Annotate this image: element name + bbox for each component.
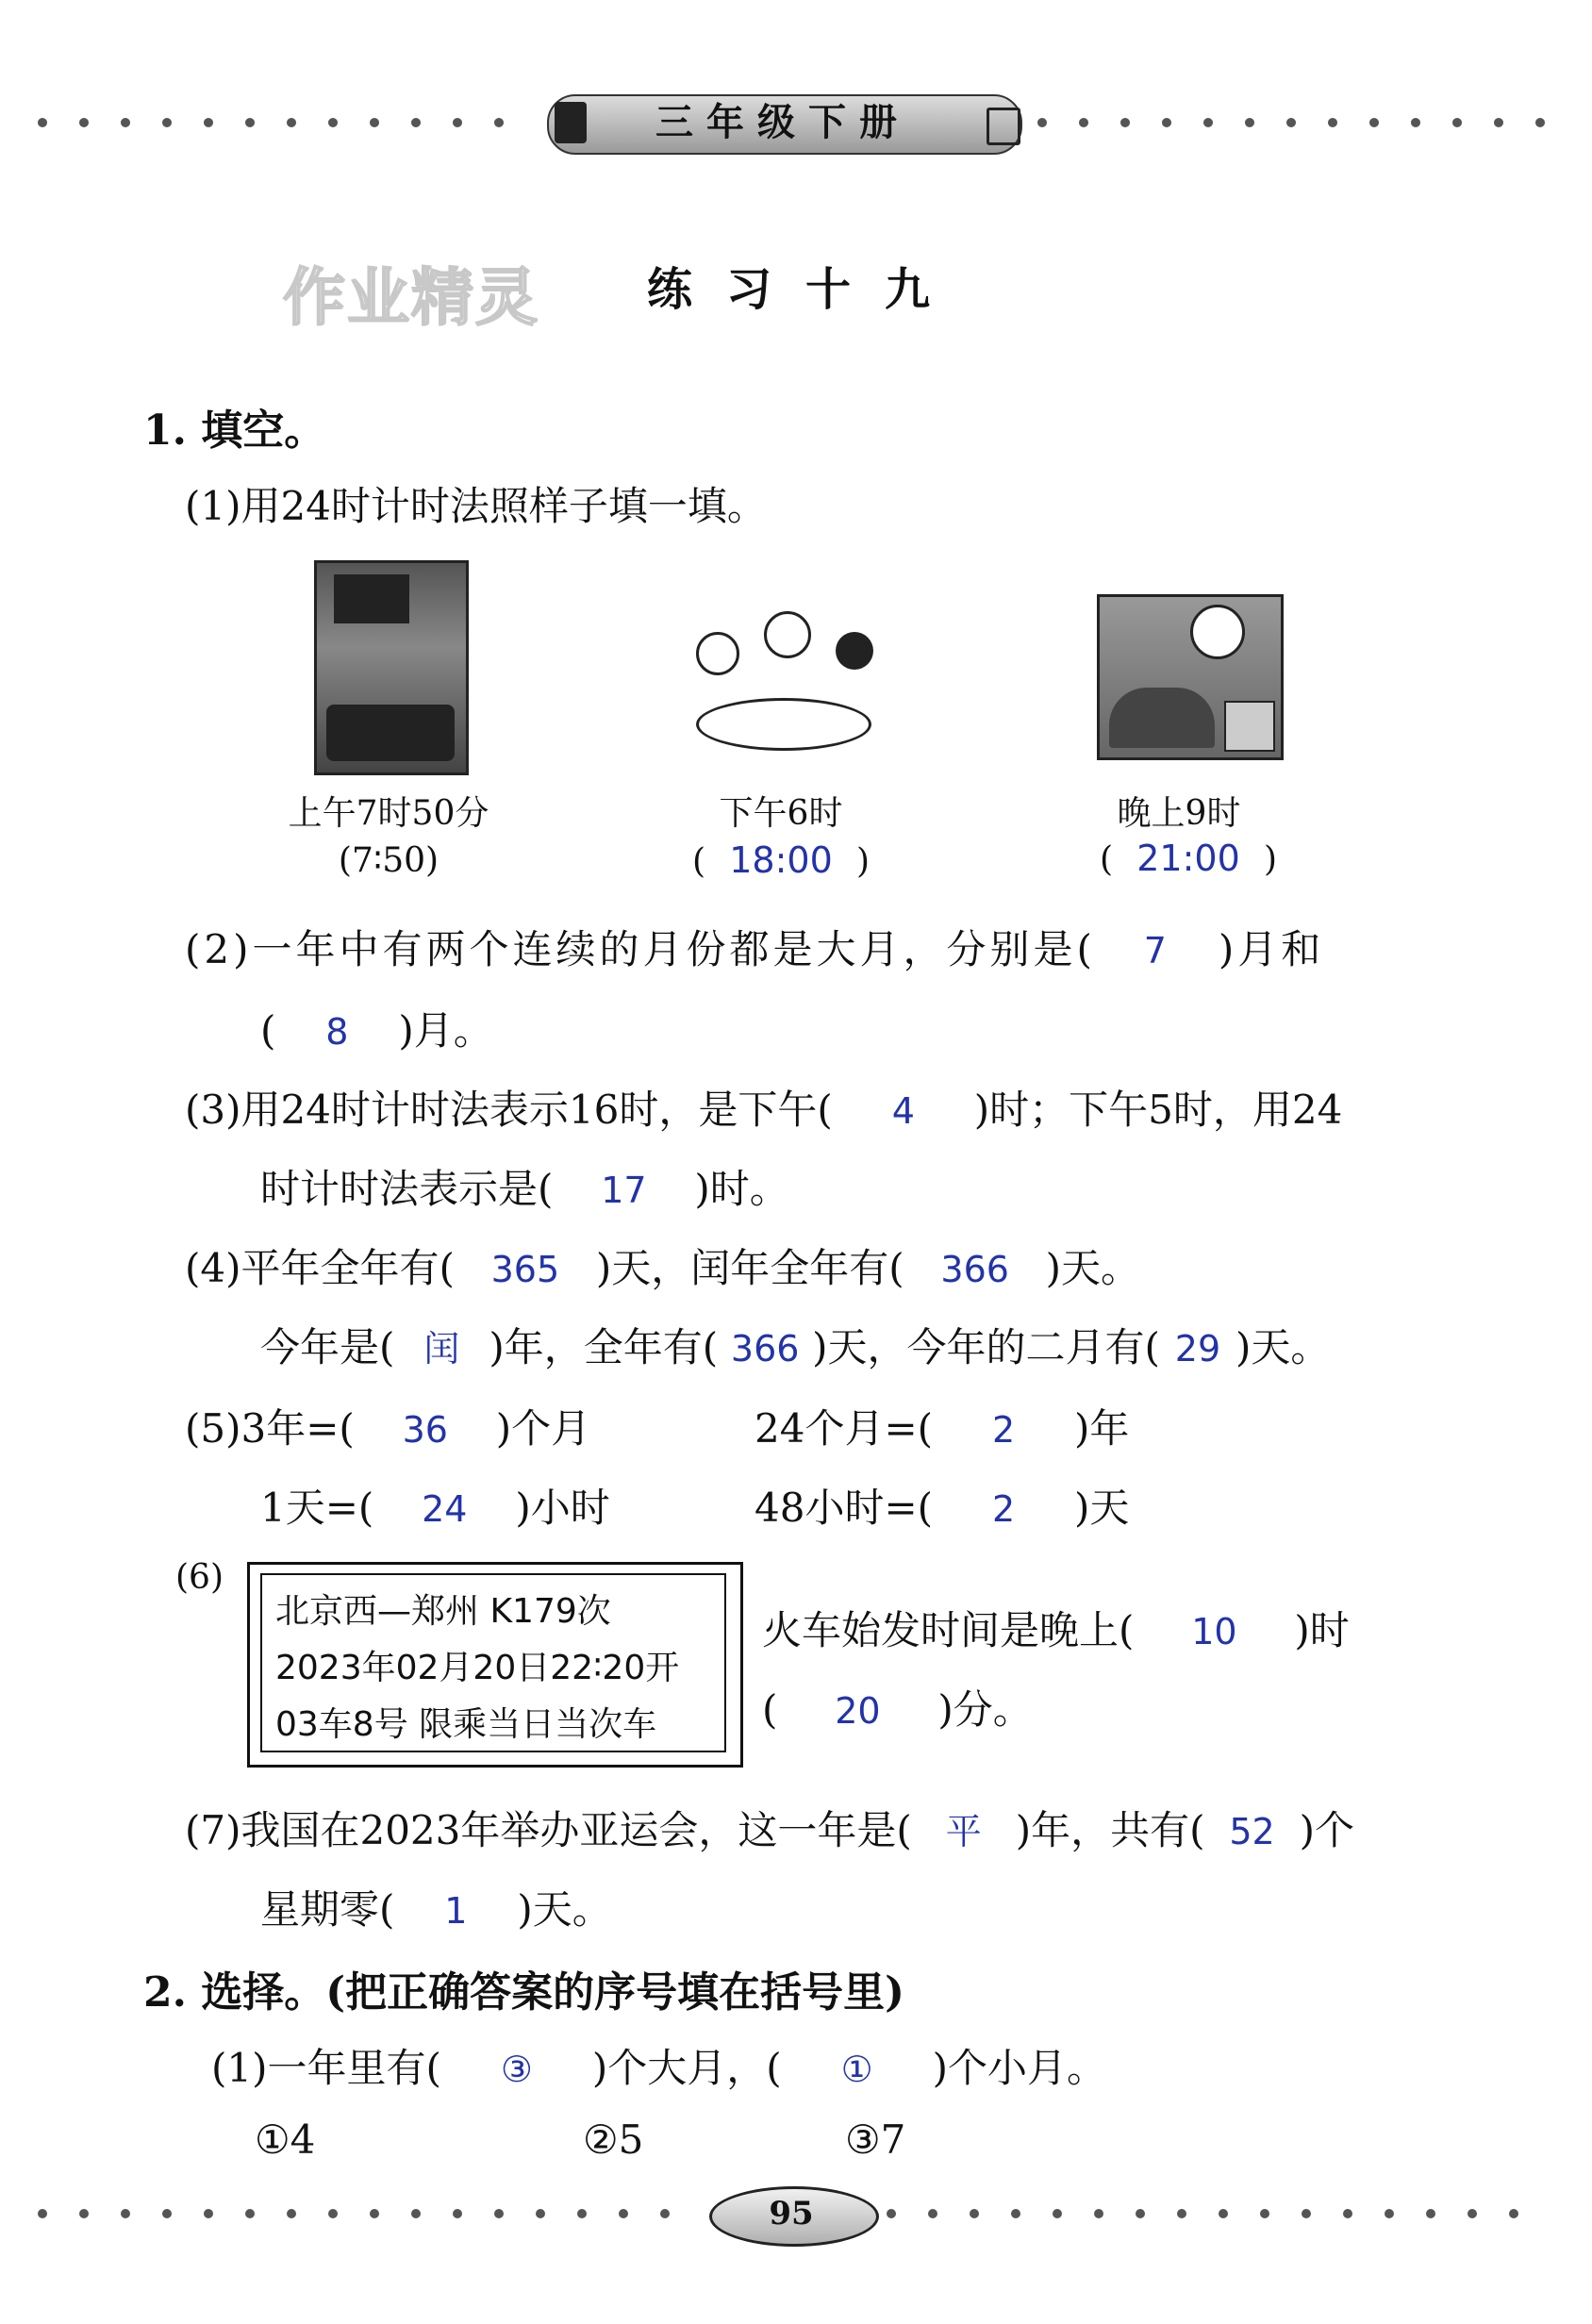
- watermark: 作业精灵: [283, 261, 539, 334]
- answer-p5-2[interactable]: 2: [991, 1409, 1016, 1451]
- q1-p5-r1c1: (5)3年=( 36 )个月: [185, 1405, 591, 1452]
- dot: [38, 2209, 47, 2218]
- dot: [162, 2209, 172, 2218]
- answer-p4-5[interactable]: 29: [1174, 1328, 1221, 1370]
- dot: [619, 2209, 628, 2218]
- header-dots-left: [38, 118, 538, 127]
- dot: [411, 2209, 421, 2218]
- answer-p5-3[interactable]: 24: [422, 1488, 468, 1530]
- dot: [1245, 118, 1254, 127]
- dot: [121, 2209, 130, 2218]
- answer-21-00[interactable]: 21:00: [1136, 838, 1240, 879]
- dot: [887, 2209, 896, 2218]
- dot: [1509, 2209, 1518, 2218]
- bed-icon: [1109, 688, 1215, 748]
- dot: [1219, 2209, 1228, 2218]
- dot: [411, 118, 421, 127]
- caption-1-answer: (7∶50): [338, 841, 439, 880]
- header-banner-text: 三年级下册: [655, 101, 910, 144]
- bedtime-image: [1097, 594, 1284, 760]
- caption-2-answer: ( 18:00 ): [691, 839, 871, 881]
- answer-q2-2[interactable]: ①: [840, 2049, 873, 2090]
- q1-p6-line1: 火车始发时间是晚上( 10 )时: [762, 1607, 1350, 1653]
- q1-p2-line2: ( 8 )月。: [260, 1007, 493, 1054]
- answer-p4-4[interactable]: 366: [730, 1328, 800, 1370]
- dot: [1011, 2209, 1020, 2218]
- dot: [328, 118, 338, 127]
- q1-p5-r1c2: 24个月=( 2 )年: [755, 1405, 1130, 1452]
- dot: [1452, 118, 1462, 127]
- answer-p4-2[interactable]: 366: [940, 1249, 1009, 1290]
- dot: [1162, 118, 1171, 127]
- answer-p5-4[interactable]: 2: [991, 1488, 1016, 1530]
- q1-p3-line1: (3)用24时计时法表示16时，是下午( 4 )时；下午5时，用24: [185, 1087, 1343, 1133]
- dot: [245, 118, 255, 127]
- dot: [370, 118, 379, 127]
- dot: [494, 2209, 504, 2218]
- q1-p3-line2: 时计时法表示是( 17 )时。: [260, 1166, 789, 1212]
- flag-icon: [334, 574, 409, 623]
- q2-heading: 2. 选择。(把正确答案的序号填在括号里): [143, 1968, 904, 2017]
- caption-1: 上午7时50分: [288, 794, 489, 833]
- person-icon-3: [836, 632, 873, 670]
- dot: [1369, 118, 1379, 127]
- answer-p3-2[interactable]: 17: [601, 1170, 647, 1211]
- answer-p4-1[interactable]: 365: [490, 1249, 560, 1290]
- dot: [577, 2209, 587, 2218]
- q1-heading: 1. 填空。: [143, 407, 326, 455]
- q1-p7-line1: (7)我国在2023年举办亚运会，这一年是( 平 )年，共有( 52 )个: [185, 1800, 1354, 1856]
- q2-option-3[interactable]: ③7: [845, 2116, 906, 2163]
- answer-p7-1[interactable]: 平: [945, 1811, 982, 1852]
- q1-p5-r2c2: 48小时=( 2 )天: [755, 1485, 1130, 1531]
- clock-icon: [1190, 605, 1245, 659]
- footer-dots-right: [887, 2209, 1556, 2218]
- dot: [79, 2209, 89, 2218]
- answer-p6-1[interactable]: 10: [1191, 1611, 1237, 1652]
- caption-2: 下午6时: [719, 794, 843, 833]
- ticket-line-1: 北京西—郑州 K179次: [275, 1592, 611, 1631]
- table-icon: [696, 698, 871, 751]
- answer-p5-1[interactable]: 36: [402, 1409, 448, 1451]
- answer-p2-2[interactable]: 8: [325, 1011, 349, 1053]
- dot: [1426, 2209, 1435, 2218]
- dot: [1136, 2209, 1145, 2218]
- dot: [162, 118, 172, 127]
- dot: [660, 2209, 670, 2218]
- page-title: 练习十九: [647, 263, 965, 316]
- book-icon: [555, 102, 587, 143]
- dot: [1053, 2209, 1062, 2218]
- q1-p1-prompt: (1)用24时计时法照样子填一填。: [185, 483, 767, 529]
- children-icon: [326, 705, 455, 761]
- caption-3: 晚上9时: [1117, 794, 1241, 833]
- family-dinner-image: [677, 604, 885, 764]
- dot: [245, 2209, 255, 2218]
- answer-p6-2[interactable]: 20: [835, 1690, 881, 1732]
- book-icon-right: [987, 108, 1020, 145]
- dot: [1037, 118, 1047, 127]
- dot: [1079, 118, 1088, 127]
- dot: [1260, 2209, 1269, 2218]
- header-dots-right: [1037, 118, 1556, 127]
- dot: [121, 118, 130, 127]
- answer-18-00[interactable]: 18:00: [729, 839, 833, 881]
- caption-3-answer: ( 21:00 ): [1099, 838, 1278, 879]
- answer-p3-1[interactable]: 4: [891, 1090, 915, 1132]
- dot: [204, 118, 213, 127]
- ticket-line-3: 03车8号 限乘当日当次车: [275, 1705, 657, 1744]
- q1-p4-line1: (4)平年全年有( 365 )天，闰年全年有( 366 )天。: [185, 1245, 1141, 1291]
- dot: [494, 118, 504, 127]
- dot: [928, 2209, 937, 2218]
- dot: [1343, 2209, 1352, 2218]
- dot: [1494, 118, 1503, 127]
- answer-q2-1[interactable]: ③: [500, 2049, 533, 2090]
- dot: [287, 118, 296, 127]
- nightstand-icon: [1224, 701, 1275, 752]
- dot: [204, 2209, 213, 2218]
- ticket-line-2: 2023年02月20日22∶20开: [275, 1649, 680, 1687]
- q2-option-2[interactable]: ②5: [583, 2116, 644, 2163]
- q1-p2-line1: (2)一年中有两个连续的月份都是大月，分别是( 7 )月和: [185, 926, 1325, 972]
- answer-p7-2[interactable]: 52: [1229, 1811, 1275, 1852]
- answer-p4-3[interactable]: 闰: [423, 1328, 460, 1370]
- dot: [328, 2209, 338, 2218]
- dot: [1411, 118, 1420, 127]
- dot: [1328, 118, 1337, 127]
- dot: [370, 2209, 379, 2218]
- dot: [970, 2209, 979, 2218]
- page-number: 95: [769, 2195, 814, 2233]
- person-icon-2: [764, 611, 811, 658]
- dot: [1120, 118, 1130, 127]
- flag-raising-image: [314, 560, 469, 775]
- q1-p7-line2: 星期零( 1 )天。: [260, 1886, 612, 1933]
- dot: [1535, 118, 1545, 127]
- dot: [1094, 2209, 1103, 2218]
- dot: [536, 2209, 545, 2218]
- dot: [1385, 2209, 1394, 2218]
- answer-p7-3[interactable]: 1: [444, 1890, 468, 1932]
- q1-p4-line2: 今年是( 闰 )年，全年有( 366 )天，今年的二月有( 29 )天。: [260, 1317, 1330, 1373]
- dot: [1286, 118, 1296, 127]
- q1-p6-label: (6): [175, 1558, 224, 1597]
- q1-p5-r2c1: 1天=( 24 )小时: [260, 1485, 610, 1531]
- dot: [1468, 2209, 1477, 2218]
- answer-p2-1[interactable]: 7: [1143, 930, 1170, 971]
- dot: [79, 118, 89, 127]
- person-icon-1: [696, 632, 739, 675]
- dot: [453, 118, 462, 127]
- dot: [1177, 2209, 1186, 2218]
- dot: [1302, 2209, 1311, 2218]
- dot: [453, 2209, 462, 2218]
- dot: [287, 2209, 296, 2218]
- dot: [38, 118, 47, 127]
- footer-dots-left: [38, 2209, 698, 2218]
- dot: [1203, 118, 1213, 127]
- q2-p1-line: (1)一年里有( ③ )个大月，( ① )个小月。: [211, 2045, 1107, 2091]
- q1-p6-line2: ( 20 )分。: [762, 1686, 1033, 1733]
- q2-option-1[interactable]: ①4: [255, 2116, 316, 2163]
